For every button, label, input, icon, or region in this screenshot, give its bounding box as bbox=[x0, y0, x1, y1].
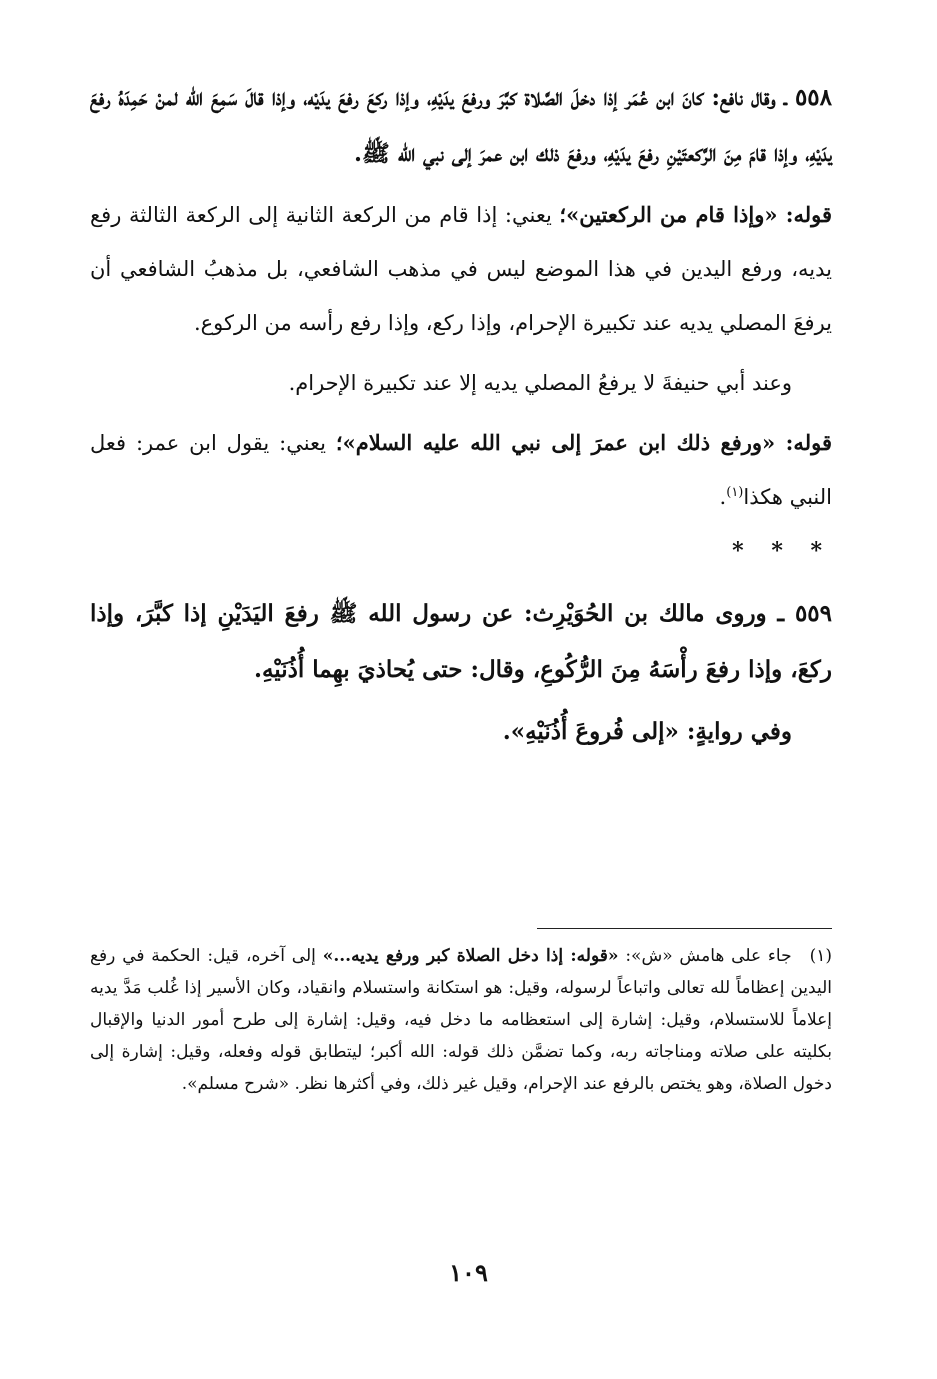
page-number: ١٠٩ bbox=[449, 1258, 488, 1287]
footnote-quote: «قوله: إذا دخل الصلاة كبر ورفع يديه...» bbox=[322, 946, 619, 966]
commentary-3-text: يعني: يقول ابن عمر: فعل النبي هكذا bbox=[90, 431, 832, 509]
commentary-1-lead: قوله: «وإذا قام من الركعتين»؛ bbox=[559, 202, 832, 227]
commentary-paragraph-1 bbox=[90, 188, 832, 350]
commentary-1-text: يعني: إذا قام من الركعة الثانية إلى الركعة الثالثة رفع يديه، ورفع اليدين في هذا الموضع ليس في مذهب الشافعي، بل مذهبُ الشافعي أن يرفعَ المصلي يديه عند تكبيرة الإحرام، وإذا ركع، وإذا رفع رأسه من الركوع. bbox=[90, 203, 832, 335]
hadith-558 bbox=[90, 70, 832, 182]
main-text bbox=[90, 70, 832, 766]
hadith-559 bbox=[90, 586, 832, 698]
commentary-2-text: وعند أبي حنيفةَ لا يرفعُ المصلي يديه إلا عند تكبيرة الإحرام. bbox=[288, 371, 792, 395]
commentary-3-end: . bbox=[719, 485, 727, 509]
footnote-text: إلى آخره، قيل: الحكمة في رفع اليدين إعظاماً لله تعالى واتباعاً لرسوله، وقيل: هو استكانة واستسلام وانقياد، وكان الأسير إذا غُلب مَدَّ يديه إعلاماً للاستسلام، وقيل: إشارة إلى استعظامه ما دخل فيه، وقيل: إشارة إلى طرح أمور الدنيا والإقبال بكليته على صلاته ومناجاته ربه، وكما تضمَّن ذلك قوله: الله أكبر؛ ليتطابق قوله وفعله، وقيل: إشارة إلى دخول الصلاة، وهو يختص بالرفع عند الإحرام، وقيل غير ذلك، وفي أكثرها نظر. «شرح مسلم». bbox=[90, 946, 832, 1094]
footnotes bbox=[90, 940, 832, 1100]
riwaya-text: وفي روايةٍ: «إلى فُروعَ أُذُنَيْهِ». bbox=[502, 718, 792, 745]
footnote-reference[interactable]: (١) bbox=[726, 485, 744, 500]
commentary-paragraph-3 bbox=[90, 416, 832, 524]
hadith-559-text: ٥٥٩ ـ وروى مالك بن الحُوَيْرِث: عن رسول الله ﷺ رفعَ اليَدَيْنِ إذا كبَّرَ، وإذا ركعَ، وإذا رفعَ رأْسَهُ مِنَ الرُّكُوعِ، وقال: حتى يُحاذيَ بهِما أُذُنَيْهِ. bbox=[90, 600, 832, 683]
commentary-paragraph-2 bbox=[90, 356, 832, 410]
section-separator: * * * bbox=[732, 538, 832, 564]
footnote-number: (١) bbox=[809, 946, 833, 966]
footnote-1 bbox=[90, 940, 832, 1100]
riwaya-paragraph bbox=[90, 704, 832, 760]
commentary-3-lead: قوله: «ورفع ذلك ابن عمرَ إلى نبي الله عليه السلام»؛ bbox=[335, 430, 832, 455]
hadith-558-text: ٥٥٨ ـ وقال نافع: كانَ ابن عُمَر إذا دخلَ الصَّلاة كبَّرَ ورفعَ يدَيْهِ، وإذا ركعَ رفعَ يدَيْه، وإذا قالَ سَمِعَ الله لمنْ حَمِدَهُ رفعَ يدَيْهِ، وإذا قامَ مِنَ الرَّكعتَيْنِ رفعَ يدَيْهِ، ورفعَ ذلك ابن عمرَ إلى نبي الله ﷺ. bbox=[90, 84, 832, 167]
footnote-intro: جاء على هامش «ش»: bbox=[618, 946, 792, 966]
footnote-divider bbox=[537, 928, 832, 929]
